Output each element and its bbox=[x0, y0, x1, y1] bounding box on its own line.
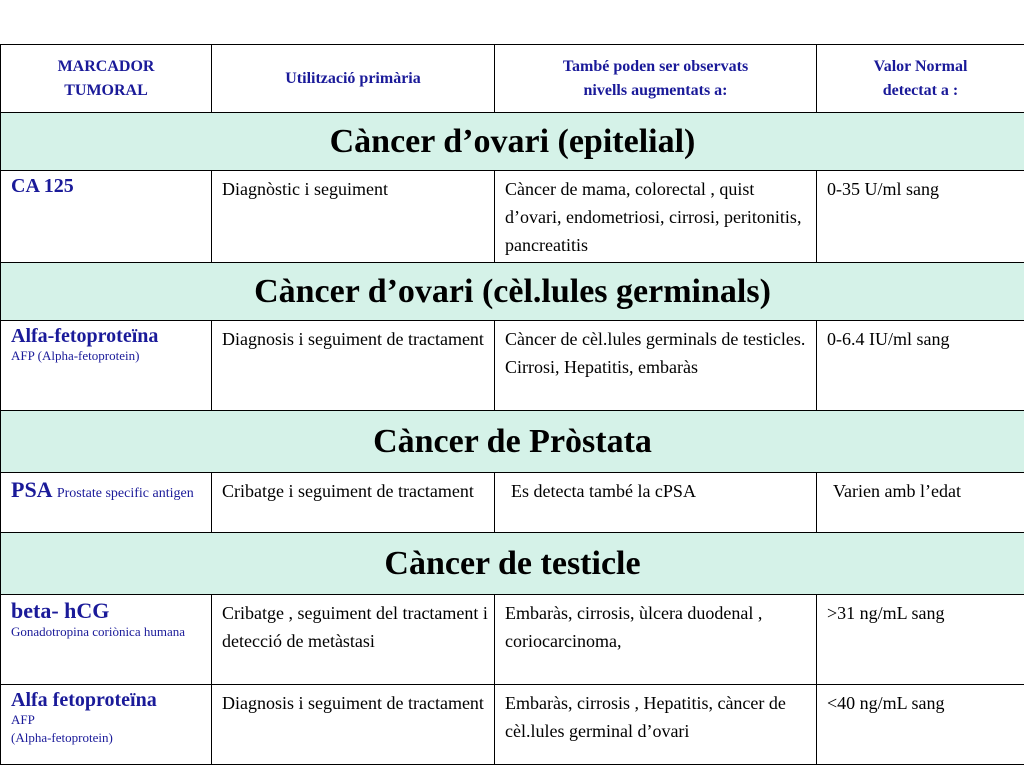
normal-cell-afp2: <40 ng/mL sang bbox=[817, 685, 1024, 765]
table-row-psa bbox=[1, 473, 1024, 533]
marker-inline-subtitle: Prostate specific antigen bbox=[56, 486, 194, 501]
header-valor-normal bbox=[817, 45, 1024, 113]
use-cell-afp2: Diagnosis i seguiment de tractament bbox=[212, 685, 495, 765]
section-row-ovari-epitelial bbox=[1, 113, 1024, 171]
also-line-1: Càncer de cèl.lules germinals de testicles. bbox=[505, 329, 806, 349]
table-header-row bbox=[1, 45, 1024, 113]
use-cell-ca125: Diagnòstic i seguiment bbox=[212, 171, 495, 263]
section-row-ovari-germinals bbox=[1, 263, 1024, 321]
marker-subtitle: AFP (Alpha-fetoprotein) bbox=[11, 348, 140, 363]
header-valor-line2: detectat a : bbox=[882, 81, 959, 99]
use-cell-afp1: Diagnosis i seguiment de tractament bbox=[212, 321, 495, 411]
header-tambe bbox=[495, 45, 817, 113]
marker-subtitle: Gonadotropina coriònica humana bbox=[11, 624, 185, 639]
marker-cell-afp2 bbox=[1, 685, 212, 765]
table-row-hcg bbox=[1, 595, 1024, 685]
marker-cell-psa bbox=[1, 473, 212, 533]
section-title-ovari-germinals: Càncer d’ovari (cèl.lules germinals) bbox=[1, 263, 1024, 321]
header-marcador-line1: MARCADOR bbox=[57, 57, 155, 75]
header-valor-line1: Valor Normal bbox=[873, 57, 968, 75]
also-cell-psa: Es detecta també la cPSA bbox=[495, 473, 817, 533]
header-marcador bbox=[1, 45, 212, 113]
marker-name: CA 125 bbox=[11, 175, 74, 197]
use-cell-hcg: Cribatge , seguiment del tractament i detecció de metàstasi bbox=[212, 595, 495, 685]
normal-cell-afp1: 0-6.4 IU/ml sang bbox=[817, 321, 1024, 411]
marker-name: Alfa fetoproteïna bbox=[11, 689, 157, 711]
also-cell-ca125: Càncer de mama, colorectal , quist d’ovari, endometriosi, cirrosi, peritonitis, pancreatitis bbox=[495, 171, 817, 263]
also-cell-afp1 bbox=[495, 321, 817, 411]
section-row-testicle bbox=[1, 533, 1024, 595]
normal-cell-ca125: 0-35 U/ml sang bbox=[817, 171, 1024, 263]
also-cell-afp2: Embaràs, cirrosis , Hepatitis, càncer de cèl.lules germinal d’ovari bbox=[495, 685, 817, 765]
use-cell-psa: Cribatge i seguiment de tractament bbox=[212, 473, 495, 533]
section-title-ovari-epitelial: Càncer d’ovari (epitelial) bbox=[1, 113, 1024, 171]
marker-cell-afp1 bbox=[1, 321, 212, 411]
section-title-prostata: Càncer de Pròstata bbox=[1, 411, 1024, 473]
also-line-2: Cirrosi, Hepatitis, embaràs bbox=[505, 357, 698, 377]
marker-name: PSA bbox=[11, 477, 52, 502]
tumor-marker-table bbox=[0, 44, 1024, 765]
marker-cell-hcg bbox=[1, 595, 212, 685]
table-row-afp1 bbox=[1, 321, 1024, 411]
marker-subtitle-1: AFP bbox=[11, 712, 35, 727]
normal-cell-psa: Varien amb l’edat bbox=[817, 473, 1024, 533]
section-title-testicle: Càncer de testicle bbox=[1, 533, 1024, 595]
header-tambe-line2: nivells augmentats a: bbox=[583, 81, 728, 99]
header-utilitzacio: Utilització primària bbox=[212, 45, 495, 113]
marker-name-wrap bbox=[11, 477, 207, 507]
marker-subtitle-2: (Alpha-fetoprotein) bbox=[11, 730, 113, 745]
normal-cell-hcg: >31 ng/mL sang bbox=[817, 595, 1024, 685]
marker-name: beta- hCG bbox=[11, 598, 110, 623]
marker-cell-ca125 bbox=[1, 171, 212, 263]
table-row-ca125 bbox=[1, 171, 1024, 263]
header-marcador-line2: TUMORAL bbox=[64, 81, 148, 99]
section-row-prostata bbox=[1, 411, 1024, 473]
marker-name: Alfa-fetoproteïna bbox=[11, 325, 159, 347]
header-tambe-line1: També poden ser observats bbox=[562, 57, 749, 75]
also-cell-hcg: Embaràs, cirrosis, ùlcera duodenal , coriocarcinoma, bbox=[495, 595, 817, 685]
table-row-afp2 bbox=[1, 685, 1024, 765]
